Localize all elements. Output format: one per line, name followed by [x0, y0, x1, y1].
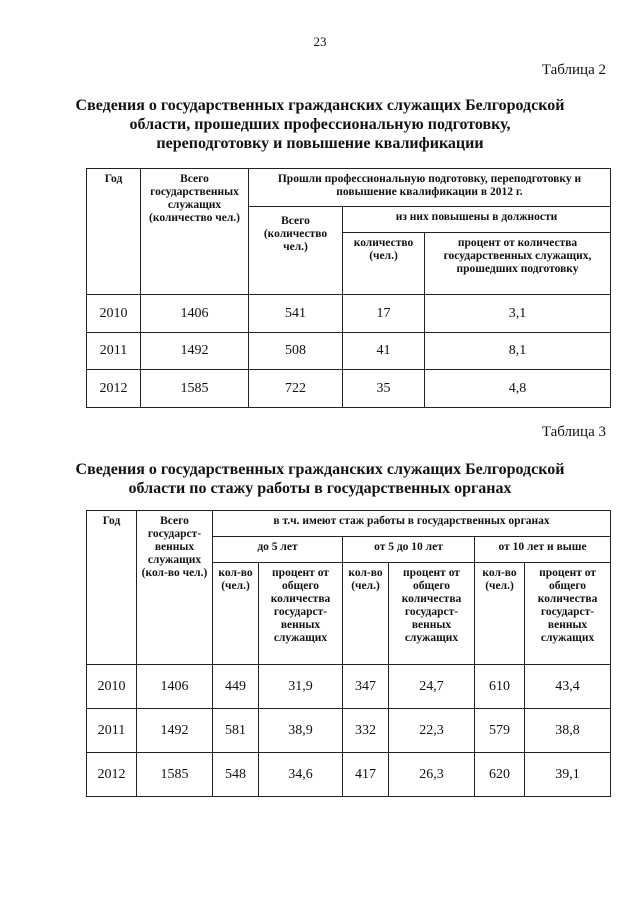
cell-percent: 31,9 — [259, 665, 343, 709]
header-percent: процент от общего количества государст- венных служащих — [389, 563, 475, 665]
header-promoted: из них повышены в должности — [343, 207, 611, 233]
cell-count: 620 — [475, 753, 525, 797]
cell-count: 548 — [213, 753, 259, 797]
table3 — [86, 510, 611, 797]
cell-percent: 38,8 — [525, 709, 611, 753]
header-period-under-5: до 5 лет — [213, 537, 343, 563]
cell-year: 2011 — [87, 709, 137, 753]
cell-year: 2012 — [87, 370, 141, 408]
table3-label: Таблица 3 — [541, 424, 606, 440]
cell-count: 449 — [213, 665, 259, 709]
cell-percent: 22,3 — [389, 709, 475, 753]
cell-count: 579 — [475, 709, 525, 753]
cell-percent: 8,1 — [425, 333, 611, 370]
header-trained-total: Всего (количество чел.) — [249, 207, 343, 295]
table2-label: Таблица 2 — [541, 62, 606, 78]
header-percent: процент от общего количества государст- венных служащих — [259, 563, 343, 665]
cell-percent: 24,7 — [389, 665, 475, 709]
cell-total: 1585 — [137, 753, 213, 797]
cell-count: 17 — [343, 295, 425, 333]
cell-count: 35 — [343, 370, 425, 408]
header-count: кол-во (чел.) — [213, 563, 259, 665]
header-period-over-10: от 10 лет и выше — [475, 537, 611, 563]
header-experience-group: в т.ч. имеют стаж работы в государственных органах — [213, 511, 611, 537]
table-row — [87, 370, 611, 408]
header-total: Всего государст- венных служащих (кол-во чел.) — [137, 511, 213, 665]
header-percent: процент от количества государственных служащих, прошедших подготовку — [425, 233, 611, 295]
cell-total: 1492 — [137, 709, 213, 753]
table3-title — [60, 460, 580, 498]
table2-title-line: переподготовку и повышение квалификации — [156, 135, 484, 152]
cell-year: 2011 — [87, 333, 141, 370]
header-count: количество (чел.) — [343, 233, 425, 295]
table3-title-line: области по стажу работы в государственных органах — [128, 480, 512, 497]
cell-count: 610 — [475, 665, 525, 709]
cell-count: 417 — [343, 753, 389, 797]
cell-percent: 26,3 — [389, 753, 475, 797]
table-row — [87, 709, 611, 753]
cell-percent: 4,8 — [425, 370, 611, 408]
header-count: кол-во (чел.) — [343, 563, 389, 665]
header-training-group: Прошли профессиональную подготовку, переподготовку и повышение квалификации в 2012 г. — [249, 169, 611, 207]
cell-total: 1585 — [141, 370, 249, 408]
header-count: кол-во (чел.) — [475, 563, 525, 665]
table2-title-line: Сведения о государственных гражданских служащих Белгородской — [75, 97, 565, 114]
cell-count: 581 — [213, 709, 259, 753]
header-total: Всего государственных служащих (количество чел.) — [141, 169, 249, 295]
cell-total: 1492 — [141, 333, 249, 370]
cell-trained: 541 — [249, 295, 343, 333]
table-row — [87, 665, 611, 709]
cell-percent: 43,4 — [525, 665, 611, 709]
cell-year: 2010 — [87, 665, 137, 709]
cell-total: 1406 — [137, 665, 213, 709]
table-row — [87, 333, 611, 370]
cell-percent: 38,9 — [259, 709, 343, 753]
cell-count: 347 — [343, 665, 389, 709]
cell-count: 332 — [343, 709, 389, 753]
cell-year: 2012 — [87, 753, 137, 797]
cell-trained: 508 — [249, 333, 343, 370]
header-year: Год — [87, 169, 141, 295]
cell-total: 1406 — [141, 295, 249, 333]
table2 — [86, 168, 611, 408]
cell-percent: 3,1 — [425, 295, 611, 333]
table-row — [87, 295, 611, 333]
cell-count: 41 — [343, 333, 425, 370]
table-row — [87, 753, 611, 797]
cell-percent: 39,1 — [525, 753, 611, 797]
cell-percent: 34,6 — [259, 753, 343, 797]
table2-title — [60, 96, 580, 153]
header-period-5-10: от 5 до 10 лет — [343, 537, 475, 563]
cell-year: 2010 — [87, 295, 141, 333]
header-percent: процент от общего количества государст- венных служащих — [525, 563, 611, 665]
table2-title-line: области, прошедших профессиональную подготовку, — [129, 116, 511, 133]
header-year: Год — [87, 511, 137, 665]
cell-trained: 722 — [249, 370, 343, 408]
table3-title-line: Сведения о государственных гражданских служащих Белгородской — [75, 461, 565, 478]
page-number: 23 — [313, 34, 327, 49]
